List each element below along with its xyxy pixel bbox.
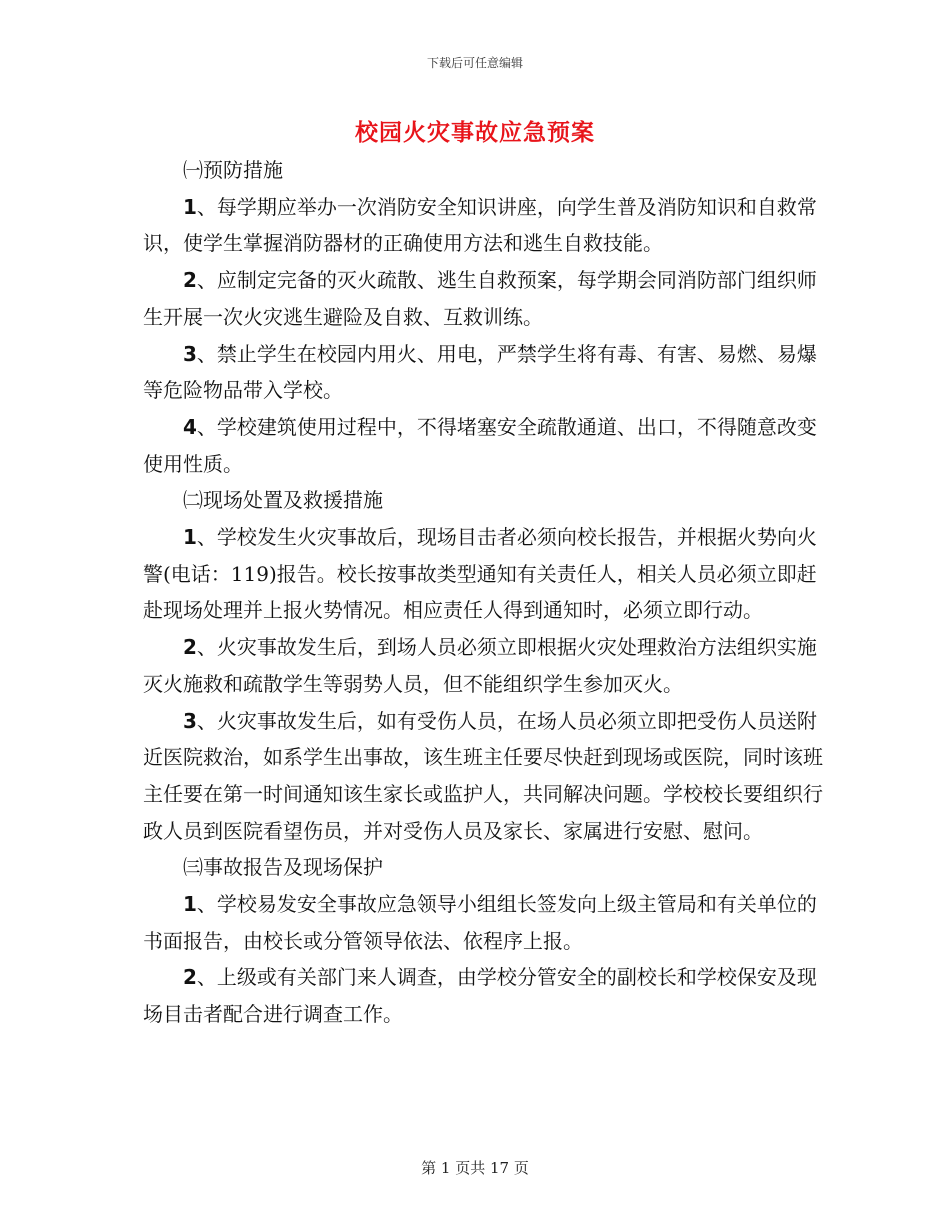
item-number: 2 [183, 965, 197, 990]
paragraph [143, 629, 823, 702]
section-heading: ㈠预防措施 [183, 158, 283, 182]
document-body [143, 152, 823, 1033]
paragraph [143, 703, 823, 850]
item-text: 、火灾事故发生后，到场人员必须立即根据火灾处理救治方法组织实施灭火施救和疏散学生等弱势人员，但不能组织学生参加灭火。 [143, 635, 817, 696]
item-text: 、学校建筑使用过程中，不得堵塞安全疏散通道、出口，不得随意改变使用性质。 [143, 414, 817, 476]
section-heading: ㈢事故报告及现场保护 [183, 855, 383, 880]
item-text: 、火灾事故发生后，如有受伤人员，在场人员必须立即把受伤人员送附近医院救治，如系学生出事故，该生班主任要尽快赶到现场或医院，同时该班主任要在第一时间通知该生家长或监护人，共同解决问题。学校校长要组织行政人员到医院看望伤员，并对受伤人员及家长、家属进行安慰、慰问。 [143, 708, 823, 843]
page-footer: 第 1 页共 17 页 [421, 1159, 529, 1177]
paragraph [143, 409, 823, 482]
item-text: 、每学期应举办一次消防安全知识讲座，向学生普及消防知识和自救常识，使学生掌握消防器材的正确使用方法和逃生自救技能。 [143, 194, 817, 256]
item-text: 、上级或有关部门来人调查，由学校分管安全的副校长和学校保安及现场目击者配合进行调查工作。 [143, 965, 817, 1027]
item-number: 2 [183, 635, 197, 660]
paragraph [143, 959, 823, 1032]
item-number: 1 [183, 194, 197, 219]
section-heading: ㈡现场处置及救援措施 [183, 488, 383, 513]
item-number: 1 [183, 525, 197, 550]
paragraph [143, 336, 823, 409]
item-text: 、学校易发安全事故应急领导小组组长签发向上级主管局和有关单位的书面报告，由校长或分管领导依法、依程序上报。 [143, 892, 817, 953]
paragraph [143, 886, 823, 959]
item-text: 、学校发生火灾事故后，现场目击者必须向校长报告，并根据火势向火警(电话：119)报告。校长按事故类型通知有关责任人，相关人员必须立即赶赴现场处理并上报火势情况。相应责任人得到通知时，必须立即行动。 [143, 525, 817, 623]
item-text: 、禁止学生在校园内用火、用电，严禁学生将有毒、有害、易燃、易爆等危险物品带入学校。 [143, 341, 817, 403]
item-number: 3 [183, 708, 197, 733]
page-title: 校园火灾事故应急预案 [355, 119, 595, 146]
paragraph [143, 519, 823, 629]
item-number: 2 [183, 268, 197, 293]
header-note: 下载后可任意编辑 [426, 56, 523, 70]
item-number: 4 [183, 414, 197, 439]
paragraph [143, 189, 823, 262]
paragraph [143, 262, 823, 335]
item-text: 、应制定完备的灭火疏散、逃生自救预案，每学期会同消防部门组织师生开展一次火灾逃生避险及自救、互救训练。 [143, 268, 817, 329]
item-number: 1 [183, 892, 197, 917]
item-number: 3 [183, 341, 197, 366]
